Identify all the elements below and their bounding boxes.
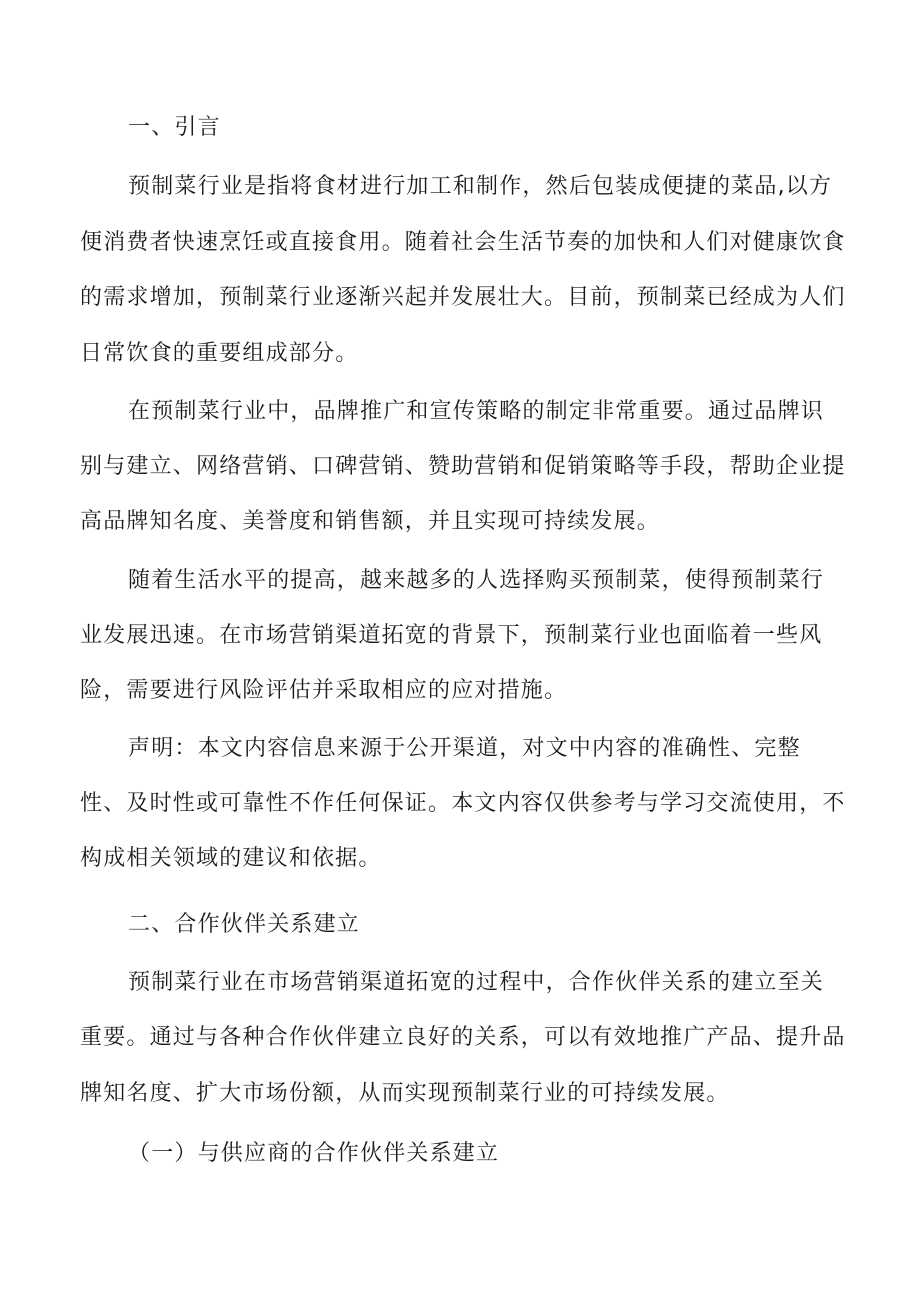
text-line: 构成相关领域的建议和依据。 bbox=[80, 846, 382, 871]
text-line: 的需求增加，预制菜行业逐渐兴起并发展壮大。目前，预制菜已经成为人们 bbox=[80, 285, 846, 310]
text-line: 重要。通过与各种合作伙伴建立良好的关系，可以有效地推广产品、提升品 bbox=[80, 1025, 846, 1050]
text-line: 声明：本文内容信息来源于公开渠道，对文中内容的准确性、完整 bbox=[128, 736, 801, 761]
subheading-supplier-partnership: （一）与供应商的合作伙伴关系建立 bbox=[128, 1141, 500, 1166]
text-line: 随着生活水平的提高，越来越多的人选择购买预制菜，使得预制菜行 bbox=[128, 568, 825, 593]
text-line: 业发展迅速。在市场营销渠道拓宽的背景下，预制菜行业也面临着一些风 bbox=[80, 623, 823, 648]
text-line: 高品牌知名度、美誉度和销售额，并且实现可持续发展。 bbox=[80, 509, 661, 534]
text-line: 牌知名度、扩大市场份额，从而实现预制菜行业的可持续发展。 bbox=[80, 1081, 730, 1106]
text-line: 预制菜行业是指将食材进行加工和制作，然后包装成便捷的菜品,以方 bbox=[128, 174, 833, 199]
text-line: 在预制菜行业中，品牌推广和宣传策略的制定非常重要。通过品牌识 bbox=[128, 399, 825, 424]
text-line: 性、及时性或可靠性不作任何保证。本文内容仅供参考与学习交流使用，不 bbox=[80, 791, 846, 816]
text-line: 别与建立、网络营销、口碑营销、赞助营销和促销策略等手段，帮助企业提 bbox=[80, 454, 846, 479]
text-line: 险，需要进行风险评估并采取相应的应对措施。 bbox=[80, 678, 568, 703]
text-line: 日常饮食的重要组成部分。 bbox=[80, 341, 359, 366]
text-line: 预制菜行业在市场营销渠道拓宽的过程中，合作伙伴关系的建立至关 bbox=[128, 970, 825, 995]
text-line: 便消费者快速烹饪或直接食用。随着社会生活节奏的加快和人们对健康饮食 bbox=[80, 230, 846, 255]
heading-introduction: 一、引言 bbox=[128, 115, 221, 140]
heading-partnership: 二、合作伙伴关系建立 bbox=[128, 912, 361, 937]
